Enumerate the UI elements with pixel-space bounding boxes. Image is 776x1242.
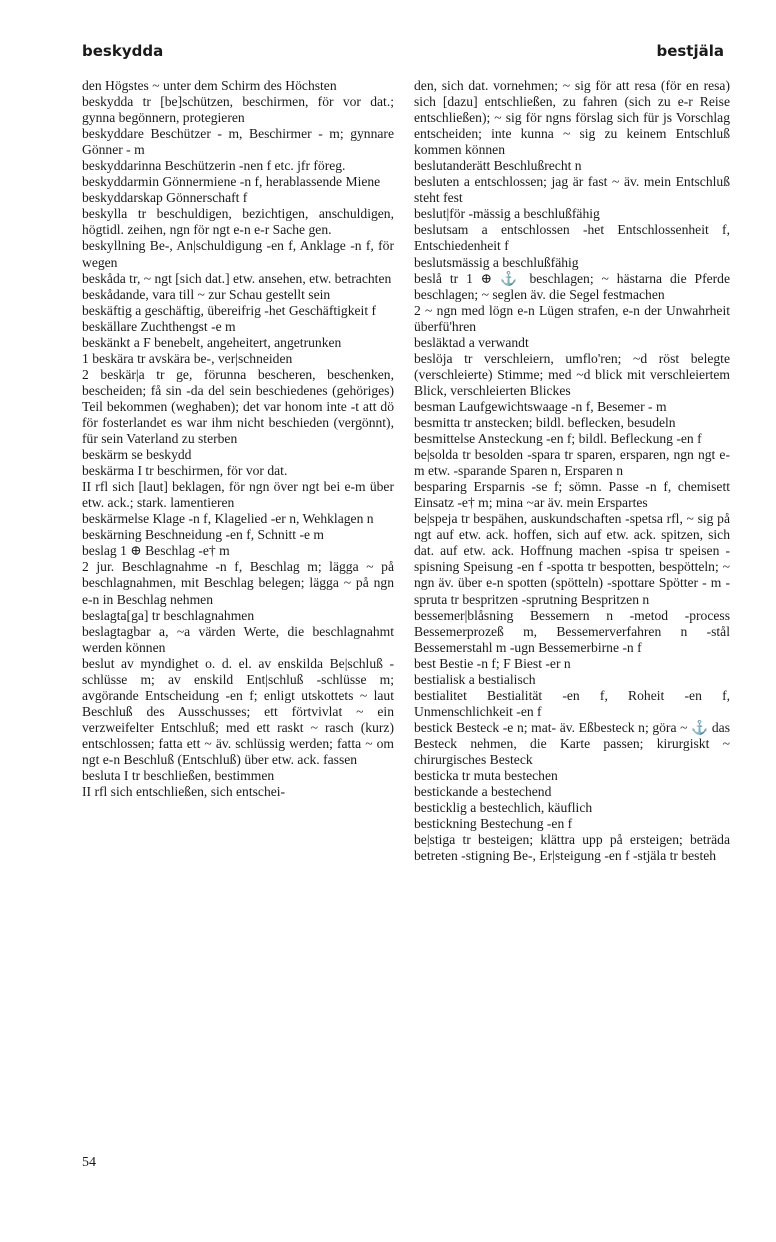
entry: beskydda tr [be]schützen, beschirmen, för vor dat.; gynna begönnern, protegieren	[82, 94, 394, 126]
entry: beslå tr 1 ⊕ ⚓ beschlagen; ~ hästarna die Pferde beschlagen; ~ seglen äv. die Segel festmachen	[414, 270, 730, 302]
entry: beskäftig a geschäftig, übereifrig -het Geschäftigkeit f	[82, 302, 377, 318]
entry: beskyddarskap Gönnerschaft f	[82, 190, 248, 206]
entry: beskådande, vara till ~ zur Schau gestellt sein	[82, 286, 331, 302]
entry: besmitta tr anstecken; bildl. beflecken, besudeln	[414, 414, 676, 430]
entry: bestialisk a bestialisch	[414, 671, 536, 687]
right-column	[414, 78, 730, 864]
entry: beskärning Beschneidung -en f, Schnitt -e m	[82, 527, 324, 543]
entry: beskåda tr, ~ ngt [sich dat.] etw. ansehen, etw. betrachten	[82, 270, 392, 286]
entry: beslut av myndighet o. d. el. av enskilda Be|schluß -schlüsse m; av enskild Ent|schluß -schlüsse m; avgörande Entscheidung -en f; enligt utskottets ~ laut Beschluß des Ausschusses; ett förtvivlat ~ ein verzweifelter Entschluß; med ett raskt ~ rasch (kurz) entschlossen; fatta ett ~ äv. schlüssig werden; fatta ~ om ngt e-n Beschluß (Entschluß) über etw. ack. fassen	[82, 655, 394, 767]
entry: beskyddare Beschützer - m, Beschirmer - m; gynnare Gönner - m	[82, 126, 394, 158]
entry: beskyddarmin Gönnermiene -n f, herablassende Miene	[82, 174, 381, 190]
entry: besman Laufgewichtswaage -n f, Besemer - m	[414, 398, 667, 414]
entry: besticka tr muta bestechen	[414, 768, 558, 784]
entry: II rfl sich [laut] beklagen, för ngn över ngt bei e-m über etw. ack.; stark. lamentieren	[82, 479, 394, 511]
entry: 2 jur. Beschlagnahme -n f, Beschlag m; lägga ~ på beschlagnahmen, mit Beschlag belegen; lägga ~ på ngn e-n in Beschlag nehmen	[82, 559, 394, 607]
entry: beskärma I tr beschirmen, för vor dat.	[82, 463, 288, 479]
entry: be|stiga tr besteigen; klättra upp på ersteigen; beträda betreten -stigning Be-, Er|steigung -en f -stjäla tr besteh	[414, 832, 730, 864]
entry: besticklig a bestechlich, käuflich	[414, 800, 593, 816]
entry: beslagta[ga] tr beschlagnahmen	[82, 607, 255, 623]
entry: besluta I tr beschließen, bestimmen	[82, 768, 275, 784]
entry: bessemer|blåsning Bessemern n -metod -process Bessemerprozeß m, Bessemerverfahren n -stål Bessemerstahl m -ugn Bessemerbirne -n f	[414, 607, 730, 655]
entry: besparing Ersparnis -se f; sömn. Passe -n f, chemisett Einsatz -e† m; mina ~ar äv. mein Erspartes	[414, 479, 730, 511]
entry: den Högstes ~ unter dem Schirm des Höchsten	[82, 78, 337, 93]
entry: beskärm se beskydd	[82, 447, 192, 463]
entry: beslutsmässig a beschlußfähig	[414, 254, 579, 270]
entry: beslöja tr verschleiern, umflo'ren; ~d röst belegte (verschleierte) Stimme; med ~d blick mit verschleiertem Blick, verschleierten Blickes	[414, 350, 730, 398]
entry: beslag 1 ⊕ Beschlag -e† m	[82, 543, 230, 559]
entry: beslutanderätt Beschlußrecht n	[414, 158, 582, 174]
entry: besluten a entschlossen; jag är fast ~ äv. mein Entschluß steht fest	[414, 174, 730, 206]
entry: be|solda tr besolden -spara tr sparen, ersparen, ngn ngt e-m etw. -sparande Sparen n, Ersparen n	[414, 447, 730, 479]
entry: beslutsam a entschlossen -het Entschlossenheit f, Entschiedenheit f	[414, 222, 730, 254]
entry: besmittelse Ansteckung -en f; bildl. Befleckung -en f	[414, 431, 702, 447]
entry: 2 beskär|a tr ge, förunna bescheren, beschenken, bescheiden; få sin -da del sein beschiedenes (gehöriges) Teil bekommen (weghaben); det var honom inte -t att dö för fosterlandet es war ihm nicht beschieden (vergönnt), für sein Vaterland zu sterben	[82, 366, 394, 447]
entry: bestick Besteck -e n; mat- äv. Eßbesteck n; göra ~ ⚓ das Besteck nehmen, die Karte passen; kirurgiskt ~ chirurgisches Besteck	[414, 719, 730, 767]
entry: beskylla tr beschuldigen, bezichtigen, anschuldigen, högtidl. zeihen, ngn för ngt e-n e-r Sache gen.	[82, 206, 394, 238]
entry: beskärmelse Klage -n f, Klagelied -er n, Wehklagen n	[82, 511, 374, 527]
entry: 2 ~ ngn med lögn e-n Lügen strafen, e-n der Unwahrheit überfü'hren	[414, 302, 730, 334]
running-head-left: beskydda	[82, 42, 164, 60]
entry: bestickning Bestechung -en f	[414, 816, 573, 832]
entry: beskyddarinna Beschützerin -nen f etc. jfr föreg.	[82, 158, 346, 174]
entry: 1 beskära tr avskära be-, ver|schneiden	[82, 350, 293, 366]
entry: bestickande a bestechend	[414, 784, 552, 800]
entry: beslut|för -mässig a beschlußfähig	[414, 206, 600, 222]
running-head-right: bestjäla	[656, 42, 724, 60]
left-column	[82, 78, 394, 800]
entry: be|speja tr bespähen, auskundschaften -spetsa rfl, ~ sig på ngt auf etw. ack. hoffen, sich auf etw. ack. spitzen, sich dat. auf etw. ack. Hoffnung machen -spisa tr speisen -spisning Speisung -en f -spotta tr bespotten, bespötteln; ~ ngn äv. über e-n spotten (spötteln) -spottare Spötter - m -spruta tr bespritzen -sprutning Bespritzen n	[414, 511, 730, 607]
page-number: 54	[82, 1155, 96, 1170]
entry: beskällare Zuchthengst -e m	[82, 318, 236, 334]
entry: best Bestie -n f; F Biest -er n	[414, 655, 571, 671]
entry: beskyllning Be-, An|schuldigung -en f, Anklage -n f, för wegen	[82, 238, 394, 270]
entry: besläktad a verwandt	[414, 334, 529, 350]
entry: den, sich dat. vornehmen; ~ sig för att resa (för en resa) sich [dazu] entschließen, zu fahren (sich zu e-r Reise entschließen); ~ sig för ngns förslag sich für js Vorschlag entscheiden; inte kunna ~ sig zu keinem Entschluß kommen können	[414, 78, 730, 158]
entry: bestialitet Bestialität -en f, Roheit -en f, Unmenschlichkeit -en f	[414, 687, 730, 719]
entry: beskänkt a F benebelt, angeheitert, angetrunken	[82, 334, 342, 350]
entry: beslagtagbar a, ~a värden Werte, die beschlagnahmt werden können	[82, 623, 394, 655]
entry: II rfl sich entschließen, sich entschei-	[82, 784, 286, 800]
